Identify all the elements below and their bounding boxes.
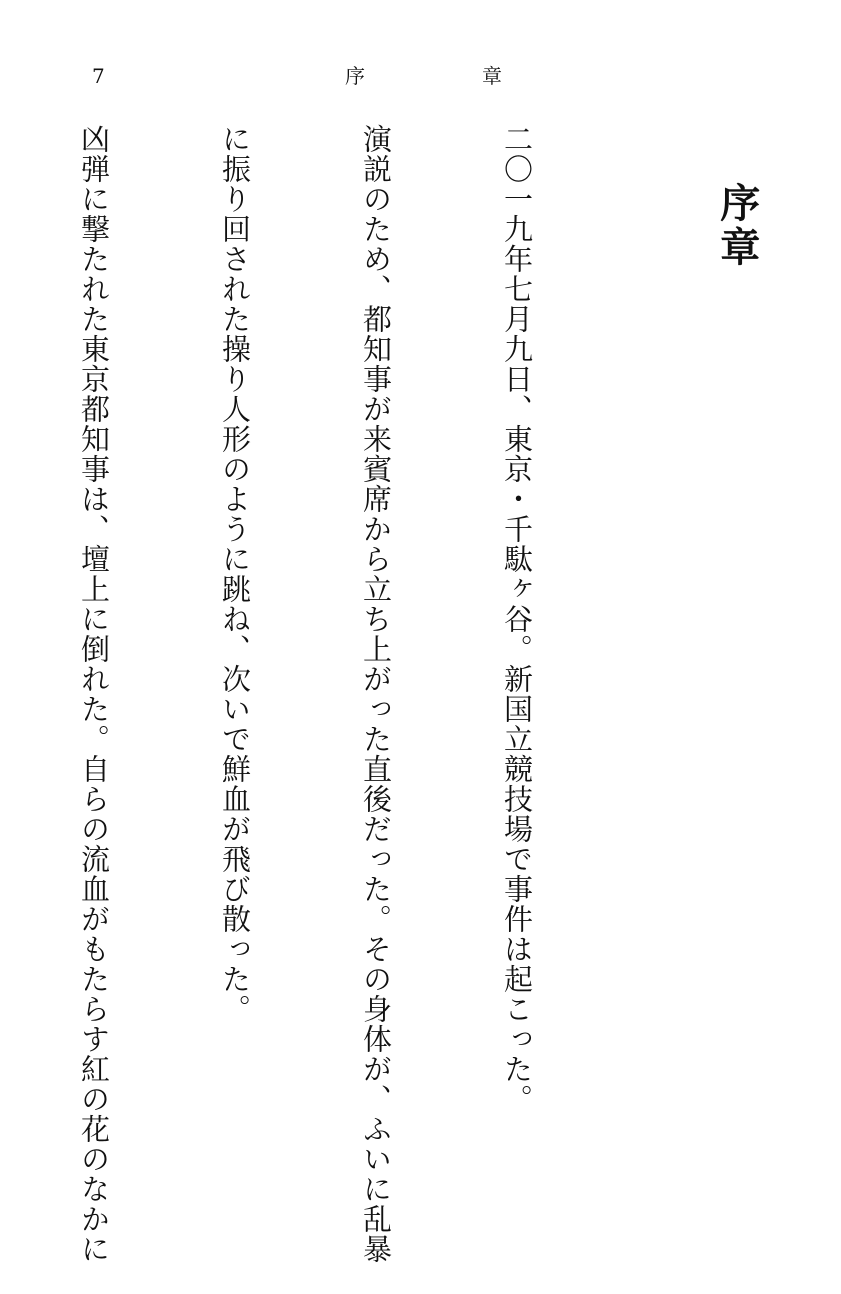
text-line-3: に振り回された操り人形のように跳ね、次いで鮮血が飛び散った。 — [218, 124, 252, 1024]
text-line-2: 演説のため、都知事が来賓席から立ち上がった直後だった。その身体が、ふいに乱暴 — [359, 124, 393, 1264]
running-head-left: 序 — [345, 64, 365, 88]
running-head-right: 章 — [482, 64, 502, 88]
body-text — [0, 124, 634, 1264]
text-line-4: 凶弾に撃たれた東京都知事は、壇上に倒れた。自らの流血がもたらす紅の花のなかに — [77, 124, 111, 1264]
chapter-title: 序章 — [713, 182, 760, 270]
text-line-1: 二〇一九年七月九日、東京・千駄ヶ谷。新国立競技場で事件は起こった。 — [500, 124, 534, 1114]
page-number: 7 — [92, 64, 105, 88]
